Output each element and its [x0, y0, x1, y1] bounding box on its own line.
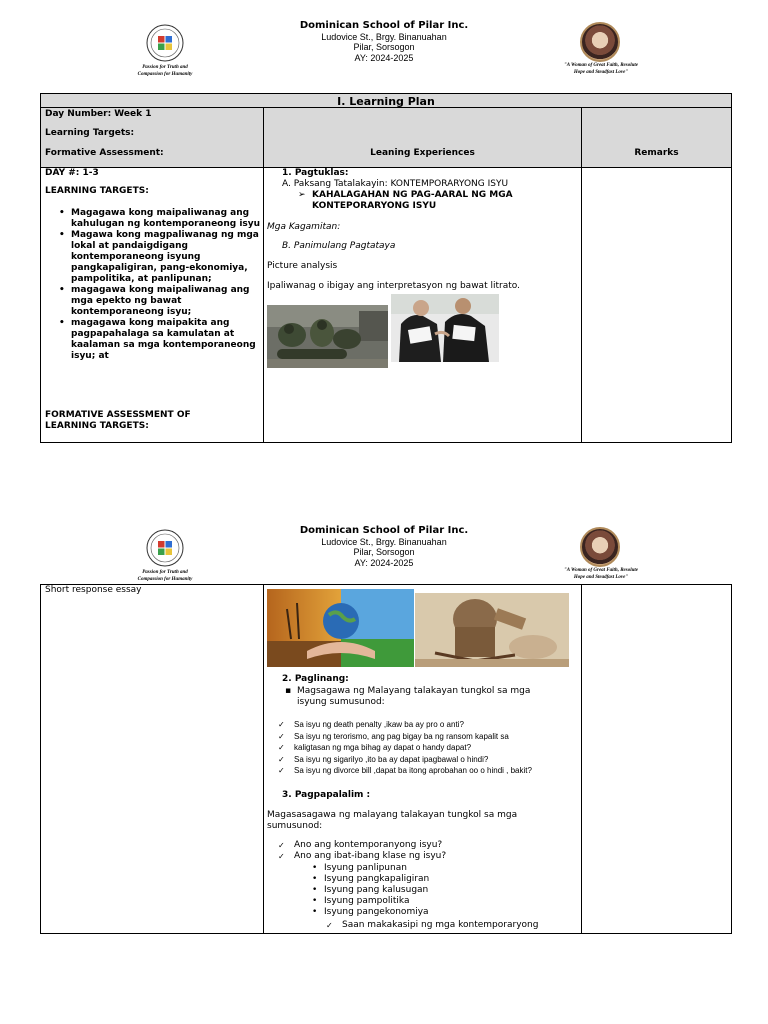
list-item: • Isyung pangkapaligiran	[294, 874, 580, 885]
table-title: I. Learning Plan	[337, 95, 435, 108]
school-motto: Passion for Truth and Compassion for Humanity	[137, 65, 193, 77]
short-response-text: Short response essay	[45, 585, 142, 595]
list-item: ✓ Sa isyu ng sigarilyo ,ito ba ay dapat ipagbawal o hindi?	[264, 754, 580, 766]
saan-list	[312, 920, 580, 931]
academic-year: AY: 2024-2025	[354, 558, 414, 568]
school-header	[0, 0, 768, 90]
list-item: • Isyung pangekonomiya	[294, 907, 580, 918]
academic-year: AY: 2024-2025	[354, 53, 414, 63]
paglinang-heading: 2. Paglinang:	[282, 674, 349, 684]
header-left-cell	[41, 108, 264, 168]
learning-targets-list	[41, 208, 263, 362]
header-remarks-cell	[582, 108, 731, 168]
issues-list	[264, 719, 580, 777]
remarks-cell	[582, 585, 731, 933]
list-item: ✓ Ano ang kontemporanyong isyu?	[264, 840, 580, 851]
magasasagawa-line-1: Magasasagawa ng malayang talakayan tungkol sa mga	[267, 810, 518, 820]
list-item: • Isyung pang kalusugan	[294, 885, 580, 896]
magasasagawa-line-2: sumusunod:	[267, 821, 323, 831]
formative-assessment-label: Formative Assessment:	[45, 148, 164, 158]
day-range: DAY #: 1-3	[45, 168, 99, 178]
school-town: Pilar, Sorsogon	[353, 547, 415, 557]
list-item: • magagawa kong maipakita ang pagpapahalaga sa kamulatan at kaalaman sa mga kontemporaneong isyu; at	[41, 318, 263, 362]
experiences-cell	[264, 585, 582, 933]
panimulang-pagtataya: B. Panimulang Pagtataya	[282, 241, 396, 251]
school-town: Pilar, Sorsogon	[353, 42, 415, 52]
soldiers-photo	[267, 305, 388, 368]
patron-motto: "A Woman of Great Faith, Resolute Hope and Steadfast Love"	[564, 63, 638, 75]
list-item: • Isyung panlipunan	[294, 863, 580, 874]
school-address: Ludovice St., Brgy. Binanuahan	[321, 537, 447, 547]
learning-targets-heading: LEARNING TARGETS:	[45, 186, 149, 196]
list-item: ✓ Sa isyu ng death penalty ,ikaw ba ay pro o anti?	[264, 719, 580, 731]
learning-targets-label: Learning Targets:	[45, 128, 135, 138]
issue-types-list	[294, 863, 580, 918]
day-number-label: Day Number: Week 1	[45, 109, 152, 119]
list-item: ✓ Saan makakasipi ng mga kontemporaryong	[312, 920, 580, 931]
learning-plan-table	[40, 93, 732, 443]
arrow-icon: ➢	[298, 190, 306, 200]
list-item: ✓ Ano ang ibat-ibang klase ng isyu?	[264, 851, 580, 862]
magsagawa-line-2: isyung sumusunod:	[297, 697, 385, 707]
school-address: Ludovice St., Brgy. Binanuahan	[321, 32, 447, 42]
ipaliwanag-instruction: Ipaliwanag o ibigay ang interpretasyon ng bawat litrato.	[267, 281, 520, 291]
questions-list	[264, 840, 580, 862]
patron-portrait-image	[580, 22, 620, 62]
patron-motto: "A Woman of Great Faith, Resolute Hope and Steadfast Love"	[564, 568, 638, 580]
formative-heading-2: LEARNING TARGETS:	[45, 421, 149, 431]
school-motto: Passion for Truth and Compassion for Humanity	[137, 570, 193, 582]
experiences-cell	[264, 168, 582, 442]
kahalagahan-line-2: KONTEPORARYONG ISYU	[312, 201, 437, 211]
pagpapalalim-heading: 3. Pagpapalalim :	[282, 790, 371, 800]
kagamitan-label: Mga Kagamitan:	[267, 222, 341, 232]
couple-photo	[391, 294, 499, 362]
list-item: ✓ Sa isyu ng divorce bill ,dapat ba itong aprobahan oo o hindi , bakit?	[264, 765, 580, 777]
remarks-cell	[582, 168, 731, 442]
targets-cell	[41, 168, 264, 442]
remarks-heading: Remarks	[634, 148, 679, 158]
kahalagahan-line-1: KAHALAGAHAN NG PAG-AARAL NG MGA	[312, 190, 513, 200]
bullet-icon: ▪	[285, 686, 292, 696]
cartoon-illustration	[415, 593, 569, 667]
experiences-heading: Leaning Experiences	[370, 148, 475, 158]
school-name: Dominican School of Pilar Inc.	[299, 525, 469, 536]
list-item: • Magawa kong magpaliwanag ng mga lokal at pandaigdigang kontemporaneong isyung pangkapaligiran, pang-ekonomiya, pampolitika, at panlipunan;	[41, 230, 263, 285]
list-item: • magagawa kong maipaliwanag ang mga epekto ng bawat kontemporaneong isyu;	[41, 285, 263, 318]
school-name: Dominican School of Pilar Inc.	[299, 20, 469, 31]
school-header	[0, 505, 768, 595]
list-item: • Isyung pampolitika	[294, 896, 580, 907]
formative-heading-1: FORMATIVE ASSESSMENT OF	[45, 410, 191, 420]
list-item: ✓ Sa isyu ng terorismo, ang pag bigay ba ng ransom kapalit sa	[264, 731, 580, 743]
learning-plan-table-continued	[40, 584, 732, 934]
assessment-cell	[41, 585, 264, 933]
header-experiences-cell	[264, 108, 582, 168]
list-item: • Magagawa kong maipaliwanag ang kahulugan ng kontemporaneong isyu	[41, 208, 263, 230]
table-title-row	[41, 94, 731, 108]
environment-photo	[267, 589, 414, 667]
magsagawa-line-1: Magsagawa ng Malayang talakayan tungkol sa mga	[297, 686, 531, 696]
paksa-text: A. Paksang Tatalakayin: KONTEMPORARYONG ISYU	[282, 179, 509, 189]
list-item: ✓ kaligtasan ng mga bihag ay dapat o handy dapat?	[264, 742, 580, 754]
pagtuklas-heading: 1. Pagtuklas:	[282, 168, 349, 178]
picture-analysis-label: Picture analysis	[267, 261, 338, 271]
patron-portrait-image	[580, 527, 620, 567]
